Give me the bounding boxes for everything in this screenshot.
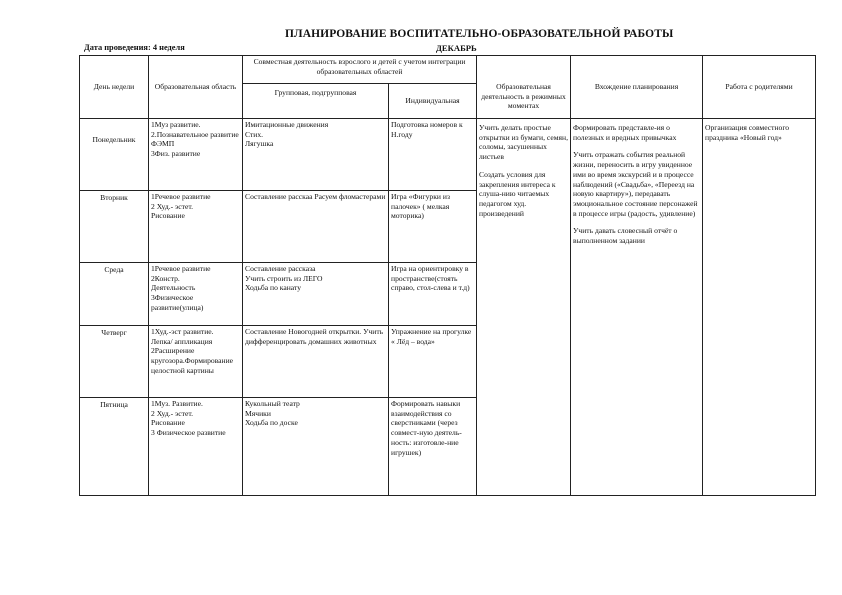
- col-header-day: День недели: [80, 56, 149, 119]
- month-label: ДЕКАБРЬ: [436, 43, 477, 53]
- individual-cell: [389, 398, 477, 496]
- day-cell: Вторник: [80, 191, 149, 263]
- individual-cell: [389, 326, 477, 398]
- env-paragraph: Учить отражать события реальной жизни, переносить в игру увиденное ими во время экскурсий и в процессе наблюдений («Свадьба», «Переезд на новую квартиру»), передавать эмоциональное состояние персонажей в процессе игры (радость, удивление): [573, 150, 698, 218]
- col-header-joint: Совместная деятельность взрослого и детей с учетом интеграции образовательных областей: [243, 56, 477, 84]
- area-line: Лепка/ аппликация: [151, 336, 213, 346]
- parents-cell: [703, 119, 816, 496]
- col-header-env: Вхождение планирования: [571, 56, 703, 119]
- group-line: Составление рассказа: [245, 264, 316, 273]
- individual-cell: [389, 119, 477, 191]
- col-header-routine: Образовательная деятельность в режимных моментах: [477, 56, 571, 119]
- individual-line: Формировать навыки взаимодействия со сверстниками (через совмест-ную деятель-ность: изготовле-ние игрушек): [391, 399, 462, 457]
- area-line: 1Муз развитие.: [151, 120, 201, 129]
- area-cell: [149, 191, 243, 263]
- routine-paragraph: Создать условия для закрепления интереса к слуша-нию читаемых педагогом худ. произведений: [479, 169, 556, 218]
- day-cell: Четверг: [80, 326, 149, 398]
- area-line: 1Речевое развитие: [151, 264, 211, 273]
- routine-cell: [477, 119, 571, 496]
- env-cell: [571, 119, 703, 496]
- group-line: Учить строить из ЛЕГО: [245, 273, 323, 283]
- area-line: Рисование: [151, 211, 185, 221]
- col-header-parents: Работа с родителями: [703, 56, 816, 119]
- col-header-individual: Индивидуальная: [389, 84, 477, 119]
- header-row-1: [80, 56, 816, 84]
- group-line: Ходьба по канату: [245, 283, 301, 293]
- table-row: [80, 119, 816, 191]
- group-cell: [243, 326, 389, 398]
- group-line: Лягушка: [245, 139, 274, 149]
- group-line: Мячики: [245, 408, 271, 418]
- area-line: 1Речевое развитие: [151, 192, 211, 201]
- col-header-group: Групповая, подгрупповая: [243, 84, 389, 119]
- area-cell: [149, 263, 243, 326]
- day-cell: Пятница: [80, 398, 149, 496]
- area-cell: [149, 326, 243, 398]
- env-paragraph: Учить давать словесный отчёт о выполненном задании: [573, 226, 678, 246]
- area-line: 3Физ. развитие: [151, 149, 201, 159]
- group-line: Составление Новогодней открытки. Учить дифференцировать домашних животных: [245, 327, 384, 346]
- area-line: 2Расширение кругозора.Формирование целостной картины: [151, 346, 234, 375]
- area-line: 2Констр.: [151, 273, 180, 283]
- area-line: 1Муз. Развитие.: [151, 399, 203, 408]
- day-cell: Понедельник: [80, 119, 149, 191]
- individual-cell: [389, 263, 477, 326]
- area-line: Деятельность: [151, 283, 196, 293]
- individual-line: Игра на ориентировку в пространстве(стоять справо, стол-слева и т.д): [391, 264, 470, 293]
- group-line: Составление расскаа Расуем фломастерами: [245, 192, 386, 201]
- env-paragraph: Формировать представле-ия о полезных и вредных привычках: [573, 123, 677, 142]
- day-cell: Среда: [80, 263, 149, 326]
- routine-paragraph: Учить делать простые открытки из бумаги, семян, соломы, засушенных листьев: [479, 123, 569, 162]
- parents-paragraph: Организация совместного праздника «Новый год»: [705, 123, 790, 142]
- area-line: Рисование: [151, 418, 185, 428]
- date-line: Дата проведения: 4 неделя: [84, 43, 185, 52]
- area-line: 2 Худ.- эстет.: [151, 408, 193, 418]
- individual-line: Игра «Фигурки из палочек» ( мелкая моторика): [391, 192, 450, 221]
- individual-line: Упражнение на прогулке « Лёд – вода»: [391, 327, 472, 346]
- area-line: 3 Физическое развитие: [151, 428, 226, 438]
- group-line: Кукольный театр: [245, 399, 300, 408]
- col-header-area: Образовательная область: [149, 56, 243, 119]
- individual-line: Подготовка номеров к Н.году: [391, 120, 463, 139]
- page-title: ПЛАНИРОВАНИЕ ВОСПИТАТЕЛЬНО-ОБРАЗОВАТЕЛЬНОЙ РАБОТЫ: [285, 28, 674, 40]
- group-cell: [243, 263, 389, 326]
- group-line: Ходьба по доске: [245, 418, 298, 428]
- area-cell: [149, 398, 243, 496]
- area-line: 3Физическое развитие(улица): [151, 293, 204, 312]
- group-cell: [243, 191, 389, 263]
- area-cell: [149, 119, 243, 191]
- group-line: Стих.: [245, 129, 264, 139]
- group-cell: [243, 398, 389, 496]
- individual-cell: [389, 191, 477, 263]
- area-line: 2 Худ.- эстет.: [151, 201, 193, 211]
- group-cell: [243, 119, 389, 191]
- group-line: Имитационные движения: [245, 120, 329, 129]
- area-line: 1Худ.-эст развитие.: [151, 327, 214, 336]
- planning-table: [79, 55, 816, 496]
- area-line: 2.Познавательное развитие ФЭМП: [151, 129, 239, 149]
